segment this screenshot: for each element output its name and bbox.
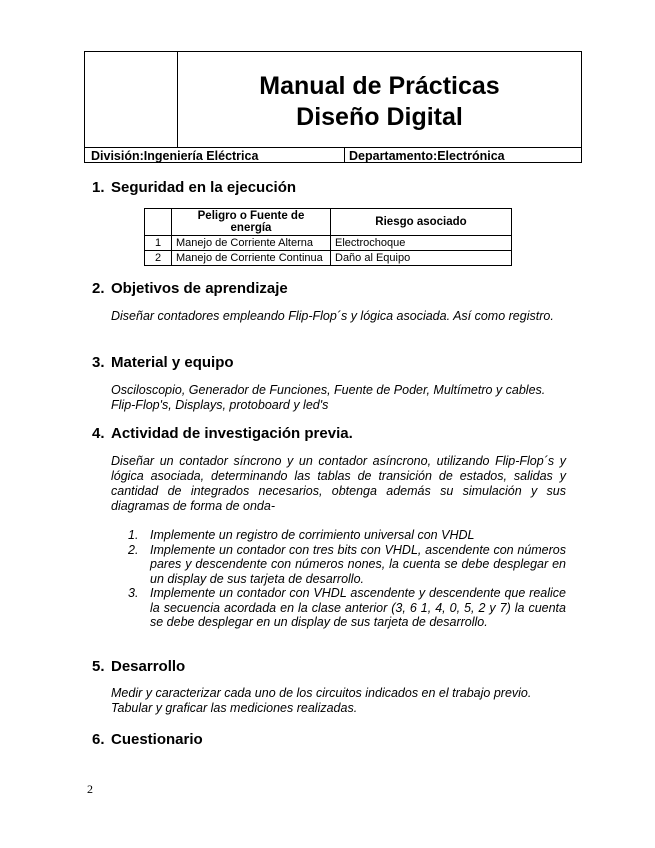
section-title: Objetivos de aprendizaje	[111, 280, 288, 297]
table-header-cell: Riesgo asociado	[331, 209, 512, 236]
table-cell: Manejo de Corriente Continua	[172, 251, 331, 266]
section-heading-4	[92, 425, 353, 442]
table-cell: Manejo de Corriente Alterna	[172, 236, 331, 251]
table-header-cell: Peligro o Fuente de energía	[172, 209, 331, 236]
division-label: División:Ingeniería Eléctrica	[91, 149, 259, 163]
objetivos-paragraph: Diseñar contadores empleando Flip-Flop´s y lógica asociada. Así como registro.	[111, 309, 554, 323]
list-item	[128, 543, 566, 587]
risk-table	[144, 208, 512, 266]
section-title: Desarrollo	[111, 658, 186, 675]
section-title: Cuestionario	[111, 731, 203, 748]
section-title: Material y equipo	[111, 354, 234, 371]
section-heading-5	[92, 658, 185, 675]
desarrollo-line: Medir y caracterizar cada uno de los circuitos indicados en el trabajo previo.	[111, 686, 532, 700]
section-heading-2	[92, 280, 288, 297]
section-number: 1.	[92, 179, 105, 196]
table-row	[145, 251, 512, 266]
list-number: 2.	[128, 542, 139, 557]
list-number: 3.	[128, 586, 139, 600]
section-heading-6	[92, 731, 203, 748]
table-cell: Electrochoque	[331, 236, 512, 251]
header-table	[84, 51, 582, 163]
info-row	[85, 147, 581, 163]
logo-cell	[85, 52, 178, 147]
list-item	[128, 586, 566, 630]
material-line: Flip-Flop's, Displays, protoboard y led's	[111, 398, 329, 412]
section-heading-3	[92, 354, 234, 371]
desarrollo-paragraph	[111, 686, 566, 716]
desarrollo-line: Tabular y graficar las mediciones realizadas.	[111, 701, 358, 715]
actividad-paragraph: Diseñar un contador síncrono y un contador asíncrono, utilizando Flip-Flop´s y lógica asociada, determinando las tablas de transición de estados, salidas y cantidad de integrados necesarios, obtenga además su simulación y sus diagramas de forma de onda-	[111, 454, 566, 513]
table-header-row	[145, 209, 512, 236]
section-number: 2.	[92, 280, 105, 297]
table-header-cell	[145, 209, 172, 236]
section-title: Seguridad en la ejecución	[111, 179, 297, 196]
section-number: 6.	[92, 731, 105, 748]
material-paragraph	[111, 383, 566, 413]
info-divider	[344, 148, 345, 163]
section-number: 3.	[92, 354, 105, 371]
list-text: Implemente un contador con tres bits con VHDL, ascendente con números pares y descendente con números nones, la cuenta se debe desplegar en un display de sus tarjeta de desarrollo.	[150, 542, 566, 586]
table-cell: 2	[145, 251, 172, 266]
section-heading-1	[92, 179, 296, 196]
course-title: Diseño Digital	[296, 103, 463, 131]
actividad-list	[128, 528, 566, 630]
manual-title: Manual de Prácticas	[259, 72, 500, 100]
material-line: Osciloscopio, Generador de Funciones, Fuente de Poder, Multímetro y cables.	[111, 383, 546, 397]
list-text: Implemente un registro de corrimiento universal con VHDL	[150, 528, 475, 542]
table-cell: 1	[145, 236, 172, 251]
section-title: Actividad de investigación previa.	[111, 425, 353, 442]
section-number: 5.	[92, 658, 105, 675]
list-item	[128, 528, 566, 543]
table-cell: Daño al Equipo	[331, 251, 512, 266]
list-number: 1.	[128, 528, 139, 542]
section-number: 4.	[92, 425, 105, 442]
departamento-label: Departamento:Electrónica	[349, 149, 505, 163]
table-row	[145, 236, 512, 251]
title-cell	[178, 52, 581, 147]
page-number: 2	[87, 782, 93, 796]
list-text: Implemente un contador con VHDL ascendente y descendente que realice la secuencia acordada en la clase anterior (3, 6 1, 4, 0, 5, 2 y 7) la cuenta se debe desplegar en un display de sus tarjeta de desarrollo.	[150, 586, 566, 629]
